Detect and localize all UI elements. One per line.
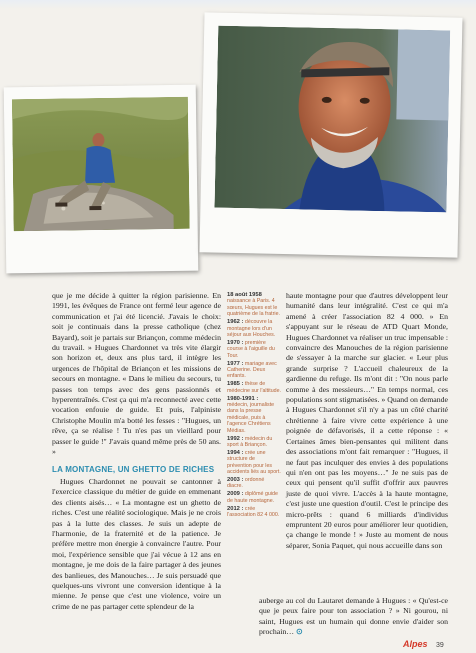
- paragraph: que je me décide à quitter la région parisienne. En 1991, les évêques de France ont fermé leur agence de communication et j'ai été licencié. J'avais le choix: soit je continuais dans la presse catholique (chez Bayard), soit je partais sur Briançon, comme médecin du travail. » Hugues Chardonnet va très vite élargir son horizon et, deux ans plus tard, il intègre les urgences de l'hôpital de Briançon et les missions de secours en montagne. « Dans le milieu du secours, tu passes ton temps avec des gens passionnés et hyperentraînés. C'est ça qui m'a reconnecté avec cette vocation enfouie de guide. Et puis, l'alpiniste Christophe Moulin m'a botté les fesses : "Hugues, un rêve, ça se réalise ! Tu n'es pas un vieillard pour passer le guide !" J'avais quand même près de 50 ans. »: [52, 291, 221, 457]
- paragraph: haute montagne pour que d'autres développent leur humanité dans leur intégralité. C'est ce qui m'a amené à créer l'association 82 4 000. » En s'appuyant sur le réseau de ATD Quart Monde, Hugues Chardonnet va réaliser un truc impensable : convaincre des Manouches de la région parisienne de s'essayer à la marche sur glacier. « Leur plus grande surprise ? L'accueil chaleureux de la gardienne du refuge. Ils m'ont dit : "On nous parle comme à des messieurs…" En temps normal, ces populations sont stigmatisées. » Quand on demande à Hugues Chardonnet s'il n'y a pas un côté charité chrétienne à faire vivre cette expérience à une poignée de défavorisés, il a cette réponse : « Certaines âmes bien-pensantes qui militent dans des associations m'ont fait remarquer : "Hugues, il ne faut pas inculquer des envies à des populations qui n'en ont pas les moyens…" Je ne suis pas de ceux qui pensent qu'il suffit d'offrir aux pauvres juste de quoi vivre. L'accès à la haute montagne, c'est juste une question d'outil. C'est le principe des micro-prêts : quand 6 milliards d'individus empruntent 20 euros pour améliorer leur quotidien, ça change le monde ! » Juste au moment de nous séparer, Sonia Paquet, qui nous accueille dans son: [286, 291, 448, 550]
- article-column-left: [52, 291, 221, 612]
- paragraph-end-text: auberge au col du Lautaret demande à Hugues : « Qu'est-ce que je peux faire pour ton association ? » Ni gourou, ni saint, Hugues est un humain qui donne envie d'aider son prochain…: [259, 596, 448, 637]
- timeline-year: 2009 :: [227, 491, 244, 498]
- timeline-text: naissance à Paris. 4 sœurs, Hugues est le quatrième de la fratrie.: [227, 298, 280, 318]
- article-column-right-bottom: [259, 596, 448, 638]
- timeline-text: crée une structure de prévention pour les accidents liés au sport.: [227, 449, 281, 476]
- timeline-year: 1977 :: [227, 360, 244, 367]
- paragraph-end: [259, 596, 448, 638]
- timeline-entry: [227, 381, 281, 394]
- timeline-entry: [227, 319, 281, 338]
- timeline-entry: [227, 491, 281, 504]
- biography-timeline: [227, 292, 281, 520]
- timeline-text: ordonné diacre.: [227, 476, 265, 490]
- timeline-text: médecin du sport à Briançon.: [227, 435, 273, 448]
- timeline-year: 1980-1991 :: [227, 395, 259, 402]
- timeline-year: 1994 :: [227, 449, 244, 456]
- polaroid-photo-portrait: [200, 12, 463, 257]
- timeline-text: première course à l'aiguille du Tour.: [227, 339, 275, 359]
- timeline-text: thèse de médecine sur l'altitude.: [227, 381, 282, 394]
- portrait-photo: [214, 26, 450, 213]
- timeline-entry: [227, 396, 281, 434]
- timeline-text: médecin, journaliste dans la presse médicale, puis à l'agence Chrétiens Médias.: [227, 402, 275, 434]
- timeline-year: 2003 :: [227, 476, 244, 483]
- timeline-year: 18 août 1958: [227, 292, 262, 298]
- timeline-entry: [227, 450, 281, 476]
- timeline-entry: [227, 477, 281, 490]
- hiker-photo: [12, 97, 190, 231]
- timeline-entry: [227, 506, 281, 519]
- timeline-entry: [227, 292, 281, 318]
- page-number: 39: [435, 642, 444, 649]
- page-footer: [403, 634, 444, 652]
- article-column-right: [286, 291, 448, 551]
- polaroid-photo-hiker: [4, 85, 199, 274]
- paragraph: Hugues Chardonnet ne pouvait se cantonner à l'exercice classique du métier de guide en emmenant des clients aisés… « La montagne est un ghetto de riches. C'est une réalité sociologique. Mais je ne crois pas à la lutte des classes. Je suis un adepte de l'harmonie, de la fraternité et de la patience. Je préfère mettre mon énergie à convaincre l'autre. Pour moi, l'expérience sensible que j'ai vécue à 12 ans en montagne, je me dois de la faire partager à des jeunes des banlieues, des Manouches… Je suis persuadé que quelques-uns vivront une conversion identique à la mienne. Je pense que c'est une violence, voire un crime de ne pas partager cette splendeur de la: [52, 476, 221, 611]
- timeline-year: 1985 :: [227, 381, 244, 388]
- page-top-strip: [0, 0, 476, 9]
- timeline-year: 1962 :: [227, 319, 244, 326]
- end-of-article-icon: ⊙: [296, 627, 303, 637]
- timeline-year: 1970 :: [227, 339, 244, 346]
- section-heading: LA MONTAGNE, UN GHETTO DE RICHES: [52, 464, 215, 474]
- timeline-entry: [227, 340, 281, 359]
- timeline-entry: [227, 361, 281, 380]
- timeline-year: 1992 :: [227, 435, 244, 442]
- magazine-brand: Alpes: [403, 639, 428, 649]
- timeline-text: diplômé guide de haute montagne.: [227, 491, 278, 504]
- timeline-text: mariage avec Catherine. Deux enfants.: [227, 360, 277, 380]
- timeline-text: crée l'association 82 4 000.: [227, 505, 280, 518]
- timeline-entry: [227, 436, 281, 449]
- timeline-text: découvre la montagne lors d'un séjour aux Houches.: [227, 319, 276, 338]
- timeline-year: 2012 :: [227, 505, 244, 512]
